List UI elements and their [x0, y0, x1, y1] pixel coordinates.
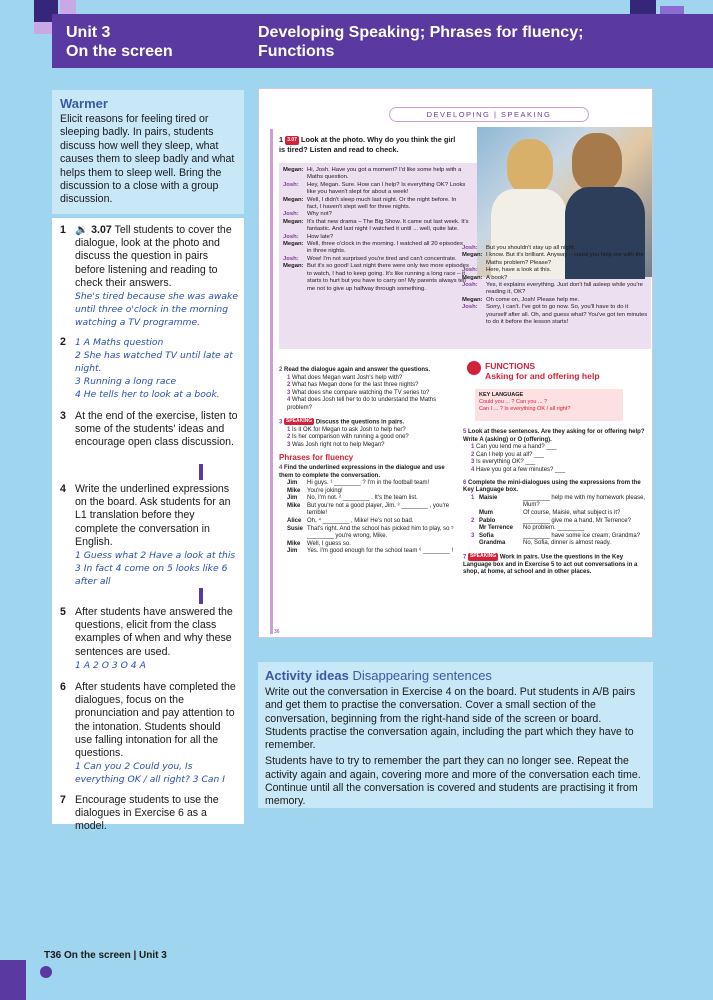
key-phrase: Could you ... ? — [479, 399, 515, 405]
speaker-name: Megan: — [462, 252, 483, 259]
dialogue-line — [283, 241, 469, 256]
conversation-line — [287, 548, 459, 556]
note-number: 4 — [60, 483, 66, 495]
note-number: 5 — [60, 606, 66, 618]
activity-paragraph: Write out the conversation in Exercise 4 on the board. Put students in A/B pairs and get them to practise the conversation. Cover a small section of the conversation, beginning from the right-hand side of the screen or board. Students practise the conversation again, including the part which they have to remember. — [265, 686, 636, 752]
speaker-name: Alice — [287, 518, 302, 525]
exercise-instruction: Look at the photo. Why do you think the girl is tired? Listen and read to check. — [279, 135, 456, 154]
exercises-5-7 — [463, 429, 649, 577]
note-number: 2 — [60, 336, 66, 348]
speaker-line: A book? — [486, 274, 508, 281]
speaker-name: Mum — [479, 509, 493, 516]
key-phrase: Is everything OK / all right? — [504, 406, 571, 412]
note-answer: 2 She has watched TV until late at night. — [75, 350, 233, 374]
note-number: 3 — [60, 410, 66, 422]
speaker-line: Sorry, I can't. I've got to go now. So, you'll have to do it yourself after all. Oh, and guess what? You've got ten minutes to do it before the lesson starts! — [486, 304, 648, 326]
conversation-line — [287, 488, 459, 496]
list-item: 3 What does she compare watching the TV series to? — [287, 389, 430, 396]
note-number: 1 — [60, 224, 66, 236]
speaker-name: Jim — [287, 495, 298, 502]
speaker-line: You're joking! — [307, 487, 343, 494]
conversation-line — [287, 518, 459, 526]
note-6 — [60, 681, 240, 786]
speaker-line: I know. But it's brilliant. Anyway – could you help me with the Maths problem? Please? — [486, 252, 644, 266]
speaker-name: Jim — [287, 548, 298, 555]
speaker-line: ________ help me with my homework please, Mum? — [523, 494, 646, 509]
conversation-line — [287, 480, 459, 488]
dialogue-line — [283, 197, 469, 212]
speaker-name: Josh: — [462, 282, 478, 289]
functions-heading — [485, 361, 600, 381]
dialogue-line — [283, 256, 469, 263]
dialogue-line — [462, 275, 648, 282]
activity-name: Disappearing sentences — [352, 668, 492, 683]
note-answer: 1 A Maths question — [75, 337, 164, 348]
note-text: Tell students to cover the dialogue, look at the photo and discuss the question in pairs before listening and reading to check their answers. — [75, 224, 232, 289]
dialogue-line — [462, 267, 648, 274]
note-answer: 4 He tells her to look at a book. — [75, 389, 220, 400]
speaker-line: Yes, it explains everything. Just don't fall asleep while you're reading it, OK? — [486, 282, 643, 296]
audio-track: 3.07 — [91, 224, 112, 236]
activity-ideas-box — [258, 662, 653, 808]
exercise-instruction: Find the underlined expressions in the dialogue and use them to complete the conversation. — [279, 464, 445, 479]
question-text: Is her comparison with running a good one? — [292, 434, 409, 441]
photo-boy-head — [572, 133, 622, 191]
dialogue-line — [462, 245, 648, 252]
speaker-name: Mr Terrence — [479, 525, 513, 532]
speaker-line: No, I'm not. ² ________ . It's the team list. — [307, 495, 418, 502]
mini-dialogue-line — [471, 540, 649, 548]
conversation-line — [287, 495, 459, 503]
speaker-name: Pablo — [479, 517, 496, 524]
dialogue-line — [462, 304, 648, 326]
dialogue-right — [462, 245, 648, 326]
speaker-line: Well, I guess so. — [307, 540, 351, 547]
unit-label — [66, 23, 173, 61]
warmer-box — [52, 90, 244, 214]
student-book-page — [258, 88, 653, 638]
note-4 — [60, 483, 240, 588]
lesson-title-line1: Developing Speaking; Phrases for fluency; — [258, 24, 584, 41]
exercise-instruction: Complete the mini-dialogues using the expressions from the Key Language box. — [463, 479, 641, 494]
speaker-line: Yes. I'm good enough for the school team ⁶ ________ ! — [307, 548, 454, 555]
note-answer: 1 A 2 O 3 O 4 A — [75, 659, 146, 671]
key-language-box — [475, 389, 623, 421]
tab-speaking: SPEAKING — [501, 110, 552, 119]
exercise-instruction: Read the dialogue again and answer the questions. — [284, 367, 431, 373]
speaker-name: Megan: — [283, 218, 304, 225]
note-1 — [60, 224, 240, 329]
speaker-line: But it's so good! Last night there were only two more episodes to watch, I had to keep going. It's like running a long race – it starts to hurt but you have to carry on! My parents always tell me not to give up halfway through something. — [307, 263, 469, 292]
key-language-row — [479, 399, 619, 406]
speaker-name: Megan: — [462, 296, 483, 303]
unit-number: Unit 3 — [66, 24, 111, 41]
speaker-line: Of course, Maisie, what subject is it? — [523, 509, 621, 516]
question-text: Is everything OK? ___ — [476, 459, 536, 466]
exercises-2-4 — [279, 367, 459, 556]
speaker-name: Megan: — [283, 241, 304, 248]
list-item: 4 What does Josh tell her to do to understand the Maths problem? — [287, 397, 437, 411]
speaker-line: Wow! I'm not surprised you're tired and can't concentrate. — [307, 255, 457, 262]
key-language-row — [479, 406, 619, 413]
mini-dialogue-line — [471, 510, 649, 518]
activity-paragraph: Students have to try to remember the part they can no longer see. Repeat the activity again and again, covering more and more of the conversation each time. Continue until all the conversation is covered and students are practising it from memory. — [265, 755, 641, 808]
speaker-line: Oh come on, Josh! Please help me. — [486, 296, 580, 303]
speaker-name: Grandma — [479, 540, 506, 547]
note-3 — [60, 410, 240, 450]
speaker-line: No, Sofia, dinner is almost ready. — [523, 540, 611, 547]
note-text: At the end of the exercise, listen to some of the students' ideas and encourage open class discussion. — [75, 410, 238, 449]
speaker-name: Josh: — [462, 304, 478, 311]
item-number: 3 — [471, 532, 475, 539]
speaker-name: Megan: — [283, 196, 304, 203]
teacher-notes — [52, 218, 244, 833]
activity-title — [265, 668, 646, 683]
speaker-line: Hi guys. ¹ ________ ? I'm in the football team! — [307, 480, 430, 487]
question-text: What does Josh tell her to do to understand the Maths problem? — [287, 397, 437, 411]
warmer-title: Warmer — [60, 96, 108, 111]
speaker-name: Mike — [287, 540, 301, 547]
exercise-2-head: 2 Read the dialogue again and answer the questions. — [279, 367, 431, 373]
decor-circle — [40, 966, 52, 978]
note-5 — [60, 606, 240, 672]
note-text: After students have answered the questions, elicit from the class examples of when and why these sentences are used. — [75, 606, 233, 658]
question-text: Can I help you at all? ___ — [476, 451, 545, 458]
note-answer: 1 Guess what 2 Have a look at this 3 In fact 4 come on 5 looks like 6 after all — [75, 550, 236, 588]
dialogue-line — [462, 252, 648, 267]
note-7 — [60, 794, 240, 834]
mini-dialogue-line — [471, 518, 649, 526]
exercise-instruction: Work in pairs. Use the questions in the Key Language box and in Exercise 5 to act out conversations in a shop, at home, at school and in other places. — [463, 554, 638, 576]
mini-dialogue-line — [471, 495, 649, 510]
divider-bar — [199, 464, 203, 480]
lesson-title — [258, 23, 583, 61]
dialogue-line — [283, 263, 469, 293]
speaker-name: Susie — [287, 525, 304, 532]
speaker-name: Mike — [287, 487, 301, 494]
exercise-instruction: Discuss the questions in pairs. — [315, 418, 405, 425]
speaker-line: Oh, ⁴ ________ , Mike! He's not so bad. — [307, 518, 414, 525]
exercise-1 — [279, 135, 459, 154]
note-number: 7 — [60, 794, 66, 806]
speaker-name: Jim — [287, 480, 298, 487]
question-text: Was Josh right not to help Megan? — [292, 441, 385, 448]
mini-dialogue-line — [471, 533, 649, 541]
speaker-name: Maisie — [479, 494, 498, 501]
speaker-name: Josh: — [283, 255, 299, 262]
speaking-tag: SPEAKING — [470, 552, 497, 559]
question-text: Have you got a few minutes? ___ — [476, 466, 566, 473]
mini-dialogue-line — [471, 525, 649, 533]
speaker-line: Why not? — [307, 211, 332, 218]
dialogue-line — [283, 219, 469, 234]
functions-icon — [467, 361, 481, 375]
list-item: 1 Can you lend me a hand? ___ — [471, 444, 557, 451]
speaker-line: That's right. And the school has picked him to play, so ⁵ ________ you're wrong, Mike. — [307, 525, 454, 540]
question-text: What has Megan done for the last three nights? — [292, 382, 419, 389]
exercise-number: 1 — [279, 135, 284, 144]
dialogue-left — [283, 167, 469, 293]
list-item: 3 Is everything OK? ___ — [471, 459, 536, 466]
note-text: Write the underlined expressions on the board. Ask students for an L1 translation before they complete the conversation in English. — [75, 483, 231, 548]
list-item: 4 Have you got a few minutes? ___ — [471, 466, 566, 473]
note-answer: She's tired because she was awake until three o'clock in the morning watching a TV programme. — [75, 291, 239, 329]
speaker-line: But you're not a good player, Jim. ³ ________ , you're terrible! — [307, 502, 450, 517]
note-answer: 3 Running a long race — [75, 376, 177, 387]
speaker-name: Megan: — [283, 167, 304, 173]
question-text: What does she compare watching the TV series to? — [292, 389, 430, 396]
speaker-name: Megan: — [462, 274, 483, 281]
key-phrase: Can you ... ? — [516, 399, 548, 405]
unit-topic: On the screen — [66, 43, 173, 60]
exercise-5-items — [471, 444, 649, 474]
question-text: What does Megan want Josh's help with? — [292, 374, 403, 381]
exercise-3-items — [287, 427, 459, 450]
dialogue-line — [283, 182, 469, 197]
dialogue-line — [283, 167, 469, 182]
question-text: Can you lend me a hand? ___ — [476, 444, 557, 451]
exercise-4-conversation — [287, 480, 459, 556]
speaker-line: Well, three o'clock in the morning. I watched all 20 episodes in three nights. — [307, 241, 463, 255]
note-number: 6 — [60, 681, 66, 693]
speaking-tag: SPEAKING — [286, 417, 313, 424]
functions-title: FUNCTIONS — [485, 361, 536, 371]
divider-bar — [199, 588, 203, 604]
speaker-name: Sofia — [479, 532, 494, 539]
speaker-line: ________ give me a hand, Mr Terrence? — [523, 517, 631, 524]
question-text: Is it OK for Megan to ask Josh to help her? — [292, 426, 406, 433]
speaker-name: Mike — [287, 502, 301, 509]
phrases-for-fluency-title: Phrases for fluency — [279, 453, 354, 463]
speaker-name: Josh: — [283, 211, 299, 218]
note-text: Encourage students to use the dialogues in Exercise 6 as a model. — [75, 794, 219, 833]
speaker-line: Hey, Megan. Sure. How can I help? Is everything OK? Looks like you haven't slept for about a week! — [307, 181, 466, 196]
unit-header — [52, 14, 713, 68]
speaker-line: But you shouldn't stay up all night. — [486, 245, 576, 251]
list-item: 3 Was Josh right not to help Megan? — [287, 441, 385, 448]
conversation-line — [287, 503, 459, 518]
decor-square — [34, 22, 52, 34]
exercise-3-head: 3 SPEAKING Discuss the questions in pairs. — [279, 417, 405, 425]
exercise-2-items — [287, 375, 459, 413]
key-phrase: Can I ... ? — [479, 406, 503, 412]
note-2 — [60, 336, 240, 401]
speaker-name: Josh: — [283, 233, 299, 240]
warmer-text: Elicit reasons for feeling tired or sleeping badly. In pairs, students discuss how well they sleep, what causes them to sleep badly and what helps them to sleep well. Bring the discussion to a close with a group discussion. — [60, 113, 235, 206]
speaker-line: No problem. ________ — [523, 525, 585, 532]
speaker-line: It's that new drama – The Big Show. It came out last week. It's fantastic. And last night I watched it until ... well, quite late. — [307, 218, 469, 233]
item-number: 2 — [471, 517, 475, 524]
page-number: 36 — [274, 629, 280, 635]
page-rail — [270, 129, 273, 634]
note-answer: 1 Can you 2 Could you, Is everything OK / all right? 3 Can I — [75, 761, 226, 786]
decor-square — [60, 0, 76, 14]
section-tab: DEVELOPING | SPEAKING — [389, 107, 589, 122]
dialogue-line — [283, 211, 469, 218]
item-number: 1 — [471, 494, 475, 501]
speaker-line: Well, I didn't sleep much last night. Or the night before. In fact, I haven't slept well for three nights. — [307, 196, 457, 211]
exercise-6-head: 6 Complete the mini-dialogues using the expressions from the Key Language box. — [463, 479, 641, 494]
speaker-line: How late? — [307, 233, 334, 240]
speaker-name: Josh: — [283, 181, 299, 188]
tab-developing: DEVELOPING — [426, 110, 491, 119]
speaker-name: Megan: — [283, 263, 304, 270]
speaker-line: ________ have some ice cream, Grandma? — [523, 532, 641, 539]
exercise-4-head: 4 Find the underlined expressions in the dialogue and use them to complete the conversation. — [279, 464, 445, 479]
exercise-6-dialogues — [471, 495, 649, 548]
dialogue-line — [283, 234, 469, 241]
exercise-7-head: 7 SPEAKING Work in pairs. Use the questions in the Key Language box and in Exercise 5 to act out conversations in a shop, at home, at school and in other places. — [463, 552, 638, 576]
list-item: 2 Can I help you at all? ___ — [471, 451, 545, 458]
lesson-title-line2: Functions — [258, 43, 335, 60]
audio-icon: 🔉 — [75, 224, 92, 236]
speaker-name: Josh: — [462, 245, 478, 251]
key-language-title: KEY LANGUAGE — [479, 392, 524, 398]
speaker-line: Hi, Josh. Have you got a moment? I'd like some help with a Maths question. — [307, 167, 462, 181]
note-text: After students have completed the dialogues, focus on the pronunciation and pay attention to the intonation. Students should use falling intonation for all the questions. — [75, 681, 236, 760]
exercise-instruction: Look at these sentences. Are they asking for or offering help? Write A (asking) or O (offering). — [463, 429, 645, 443]
page-footer: T36 On the screen | Unit 3 — [44, 950, 167, 961]
conversation-line — [287, 526, 459, 541]
audio-tag: 3.07 — [287, 136, 297, 143]
activity-label: Activity ideas — [265, 668, 349, 683]
list-item: 2 Is her comparison with running a good one? — [287, 434, 409, 441]
list-item: 2 What has Megan done for the last three nights? — [287, 382, 419, 389]
dialogue-line — [462, 282, 648, 297]
speaker-name: Josh: — [462, 267, 478, 274]
list-item: 1 What does Megan want Josh's help with? — [287, 374, 403, 381]
dialogue-line — [462, 297, 648, 304]
functions-subtitle: Asking for and offering help — [485, 371, 600, 381]
list-item: 1 Is it OK for Megan to ask Josh to help her? — [287, 426, 406, 433]
exercise-5-head: 5 Look at these sentences. Are they asking for or offering help? Write A (asking) or O (offering). — [463, 429, 645, 443]
speaker-line: Here, have a look at this. — [486, 267, 552, 274]
photo-girl-head — [507, 139, 553, 193]
decor-square — [0, 960, 26, 1000]
